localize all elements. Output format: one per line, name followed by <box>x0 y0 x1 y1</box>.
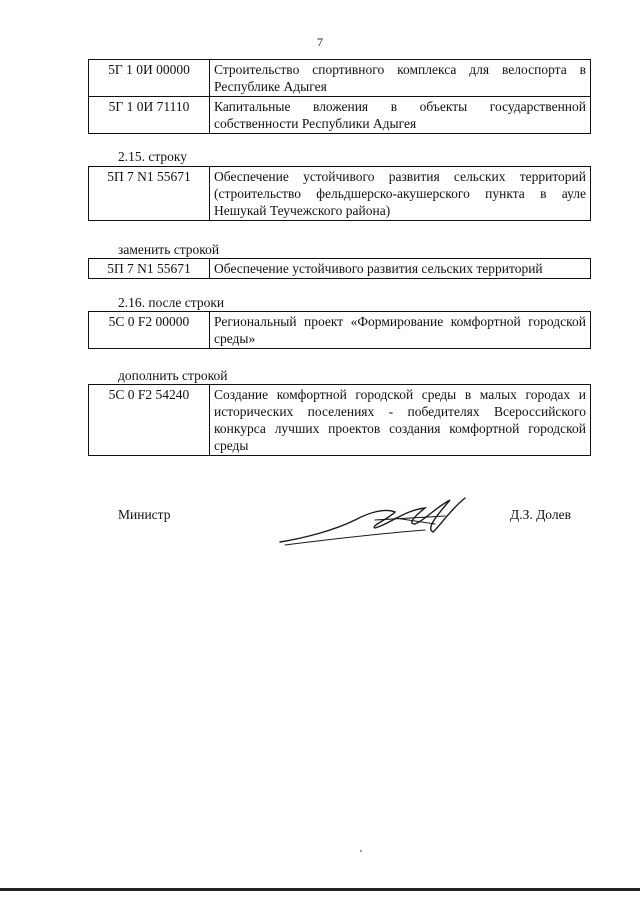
budget-code: 5Г 1 0И 00000 <box>89 60 210 97</box>
table-row <box>89 60 591 97</box>
budget-description: Капитальные вложения в объекты государственной собственности Республики Адыгея <box>210 97 591 134</box>
page-number: 7 <box>317 35 323 49</box>
budget-description: Обеспечение устойчивого развития сельских территорий <box>210 259 591 279</box>
budget-code: 5С 0 F2 54240 <box>89 385 210 456</box>
code-table-2 <box>88 166 591 221</box>
budget-code: 5П 7 N1 55671 <box>89 167 210 221</box>
code-table-1 <box>88 59 591 134</box>
budget-code: 5С 0 F2 00000 <box>89 312 210 349</box>
table-row <box>89 385 591 456</box>
instruction-label: дополнить строкой <box>118 368 228 383</box>
budget-description: Создание комфортной городской среды в малых городах и исторических поселениях - победителях Всероссийского конкурса лучших проектов создания комфортной городской среды <box>210 385 591 456</box>
signatory-title: Министр <box>118 507 171 522</box>
handwritten-signature <box>275 490 475 550</box>
budget-code: 5П 7 N1 55671 <box>89 259 210 279</box>
instruction-label: 2.15. строку <box>118 149 188 164</box>
budget-code: 5Г 1 0И 71110 <box>89 97 210 134</box>
budget-description: Строительство спортивного комплекса для велоспорта в Республике Адыгея <box>210 60 591 97</box>
code-table-4 <box>88 311 591 349</box>
table-row <box>89 167 591 221</box>
scan-artifact <box>360 850 362 852</box>
budget-description: Региональный проект «Формирование комфортной городской среды» <box>210 312 591 349</box>
table-row <box>89 97 591 134</box>
instruction-label: заменить строкой <box>118 242 220 257</box>
table-row <box>89 312 591 349</box>
page-bottom-edge <box>0 888 640 891</box>
instruction-label: 2.16. после строки <box>118 295 225 310</box>
budget-description: Обеспечение устойчивого развития сельских территорий (строительство фельдшерско-акушерского пункта в ауле Нешукай Теучежского района) <box>210 167 591 221</box>
code-table-5 <box>88 384 591 456</box>
code-table-3 <box>88 258 591 279</box>
signatory-name: Д.З. Долев <box>510 507 571 522</box>
table-row <box>89 259 591 279</box>
